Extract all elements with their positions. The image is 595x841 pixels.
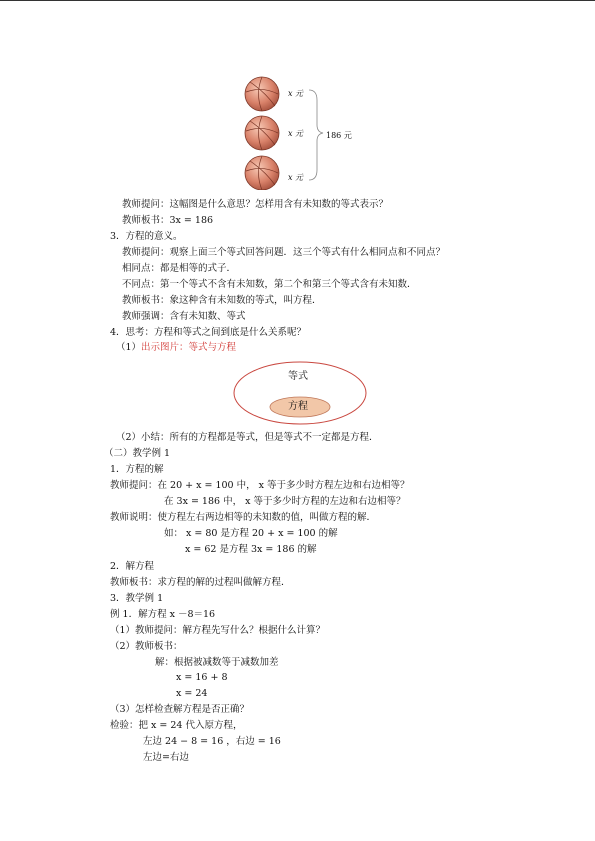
basketball-icon [245, 77, 279, 111]
teacher-board-3: 教师板书：求方程的解的过程叫做解方程． [110, 577, 291, 588]
teacher-board-2: 教师板书：象这种含有未知数的等式，叫方程． [122, 295, 322, 306]
example-step-1: （1）教师提问：解方程先写什么？根据什么计算？ [110, 625, 326, 636]
teacher-emphasis: 教师强调：含有未知数、等式 [122, 311, 246, 322]
check-line: 检验：把 x = 24 代入原方程， [110, 720, 243, 731]
point-2-summary: （2）小结：所有的方程都是等式，但是等式不一定都是方程． [116, 432, 379, 443]
ball-price-label: x 元 [288, 89, 304, 98]
teacher-explanation: 教师说明：使方程左右两边相等的未知数的值，叫做方程的解． [110, 512, 377, 523]
subsection-2-heading: 2．解方程 [110, 561, 155, 572]
teacher-question-3b: 在 3x = 186 中， x 等于多少时方程的左边和右边相等？ [164, 496, 406, 507]
check-step-1: 左边 24 − 8 = 16 ，右边 = 16 [143, 736, 281, 747]
example-b: x = 62 是方程 3x = 186 的解 [185, 544, 317, 555]
total-price-label: 186 元 [326, 131, 352, 140]
section-2-heading: （二）教学例 1 [104, 448, 171, 459]
example-a: 如： x = 80 是方程 20 + x = 100 的解 [164, 528, 338, 539]
teacher-question-3: 教师提问：在 20 + x = 100 中， x 等于多少时方程左边和右边相等？ [110, 480, 410, 491]
solution-step-2: x = 24 [176, 688, 208, 699]
subsection-1-heading: 1．方程的解 [110, 464, 164, 475]
teacher-question-1: 教师提问：这幅图是什么意思？怎样用含有未知数的等式表示？ [122, 199, 389, 210]
difference-text: 不同点：第一个等式不含有未知数，第二个和第三个等式含有未知数． [122, 279, 417, 290]
check-step-2: 左边=右边 [143, 752, 189, 763]
right-brace-icon [309, 90, 323, 180]
ball-price-label: x 元 [288, 129, 304, 138]
example-step-2: （2）教师板书： [110, 641, 183, 652]
section-4-heading: 4．思考：方程和等式之间到底是什么关系呢？ [110, 327, 307, 338]
page-top-border [0, 0, 595, 1]
point-1-red-text: 出示图片：等式与方程 [141, 342, 237, 353]
example-1-title: 例 1．解方程 x －8＝16 [110, 609, 216, 620]
similarity-text: 相同点：都是相等的式子． [122, 263, 237, 274]
equation-label: 方程 [288, 401, 308, 412]
point-1 [116, 342, 236, 354]
ball-price-label: x 元 [288, 173, 304, 182]
equality-label: 等式 [288, 371, 308, 382]
section-3-heading: 3．方程的意义。 [110, 231, 183, 242]
teacher-board-1: 教师板书：3x = 186 [122, 215, 214, 226]
solution-step-1: x = 16 + 8 [176, 672, 228, 683]
subsection-3-heading: 3．教学例 1 [110, 593, 164, 604]
teacher-question-2: 教师提问：观察上面三个等式回答问题．这三个等式有什么相同点和不同点？ [122, 247, 446, 258]
solution-line: 解：根据被减数等于减数加差 [155, 657, 279, 668]
point-1-prefix: （1） [116, 342, 142, 353]
basketball-icon [245, 116, 279, 150]
basketball-icon [245, 156, 279, 190]
example-step-3: （3）怎样检查解方程是否正确？ [110, 704, 250, 715]
equality-equation-diagram [232, 360, 368, 426]
